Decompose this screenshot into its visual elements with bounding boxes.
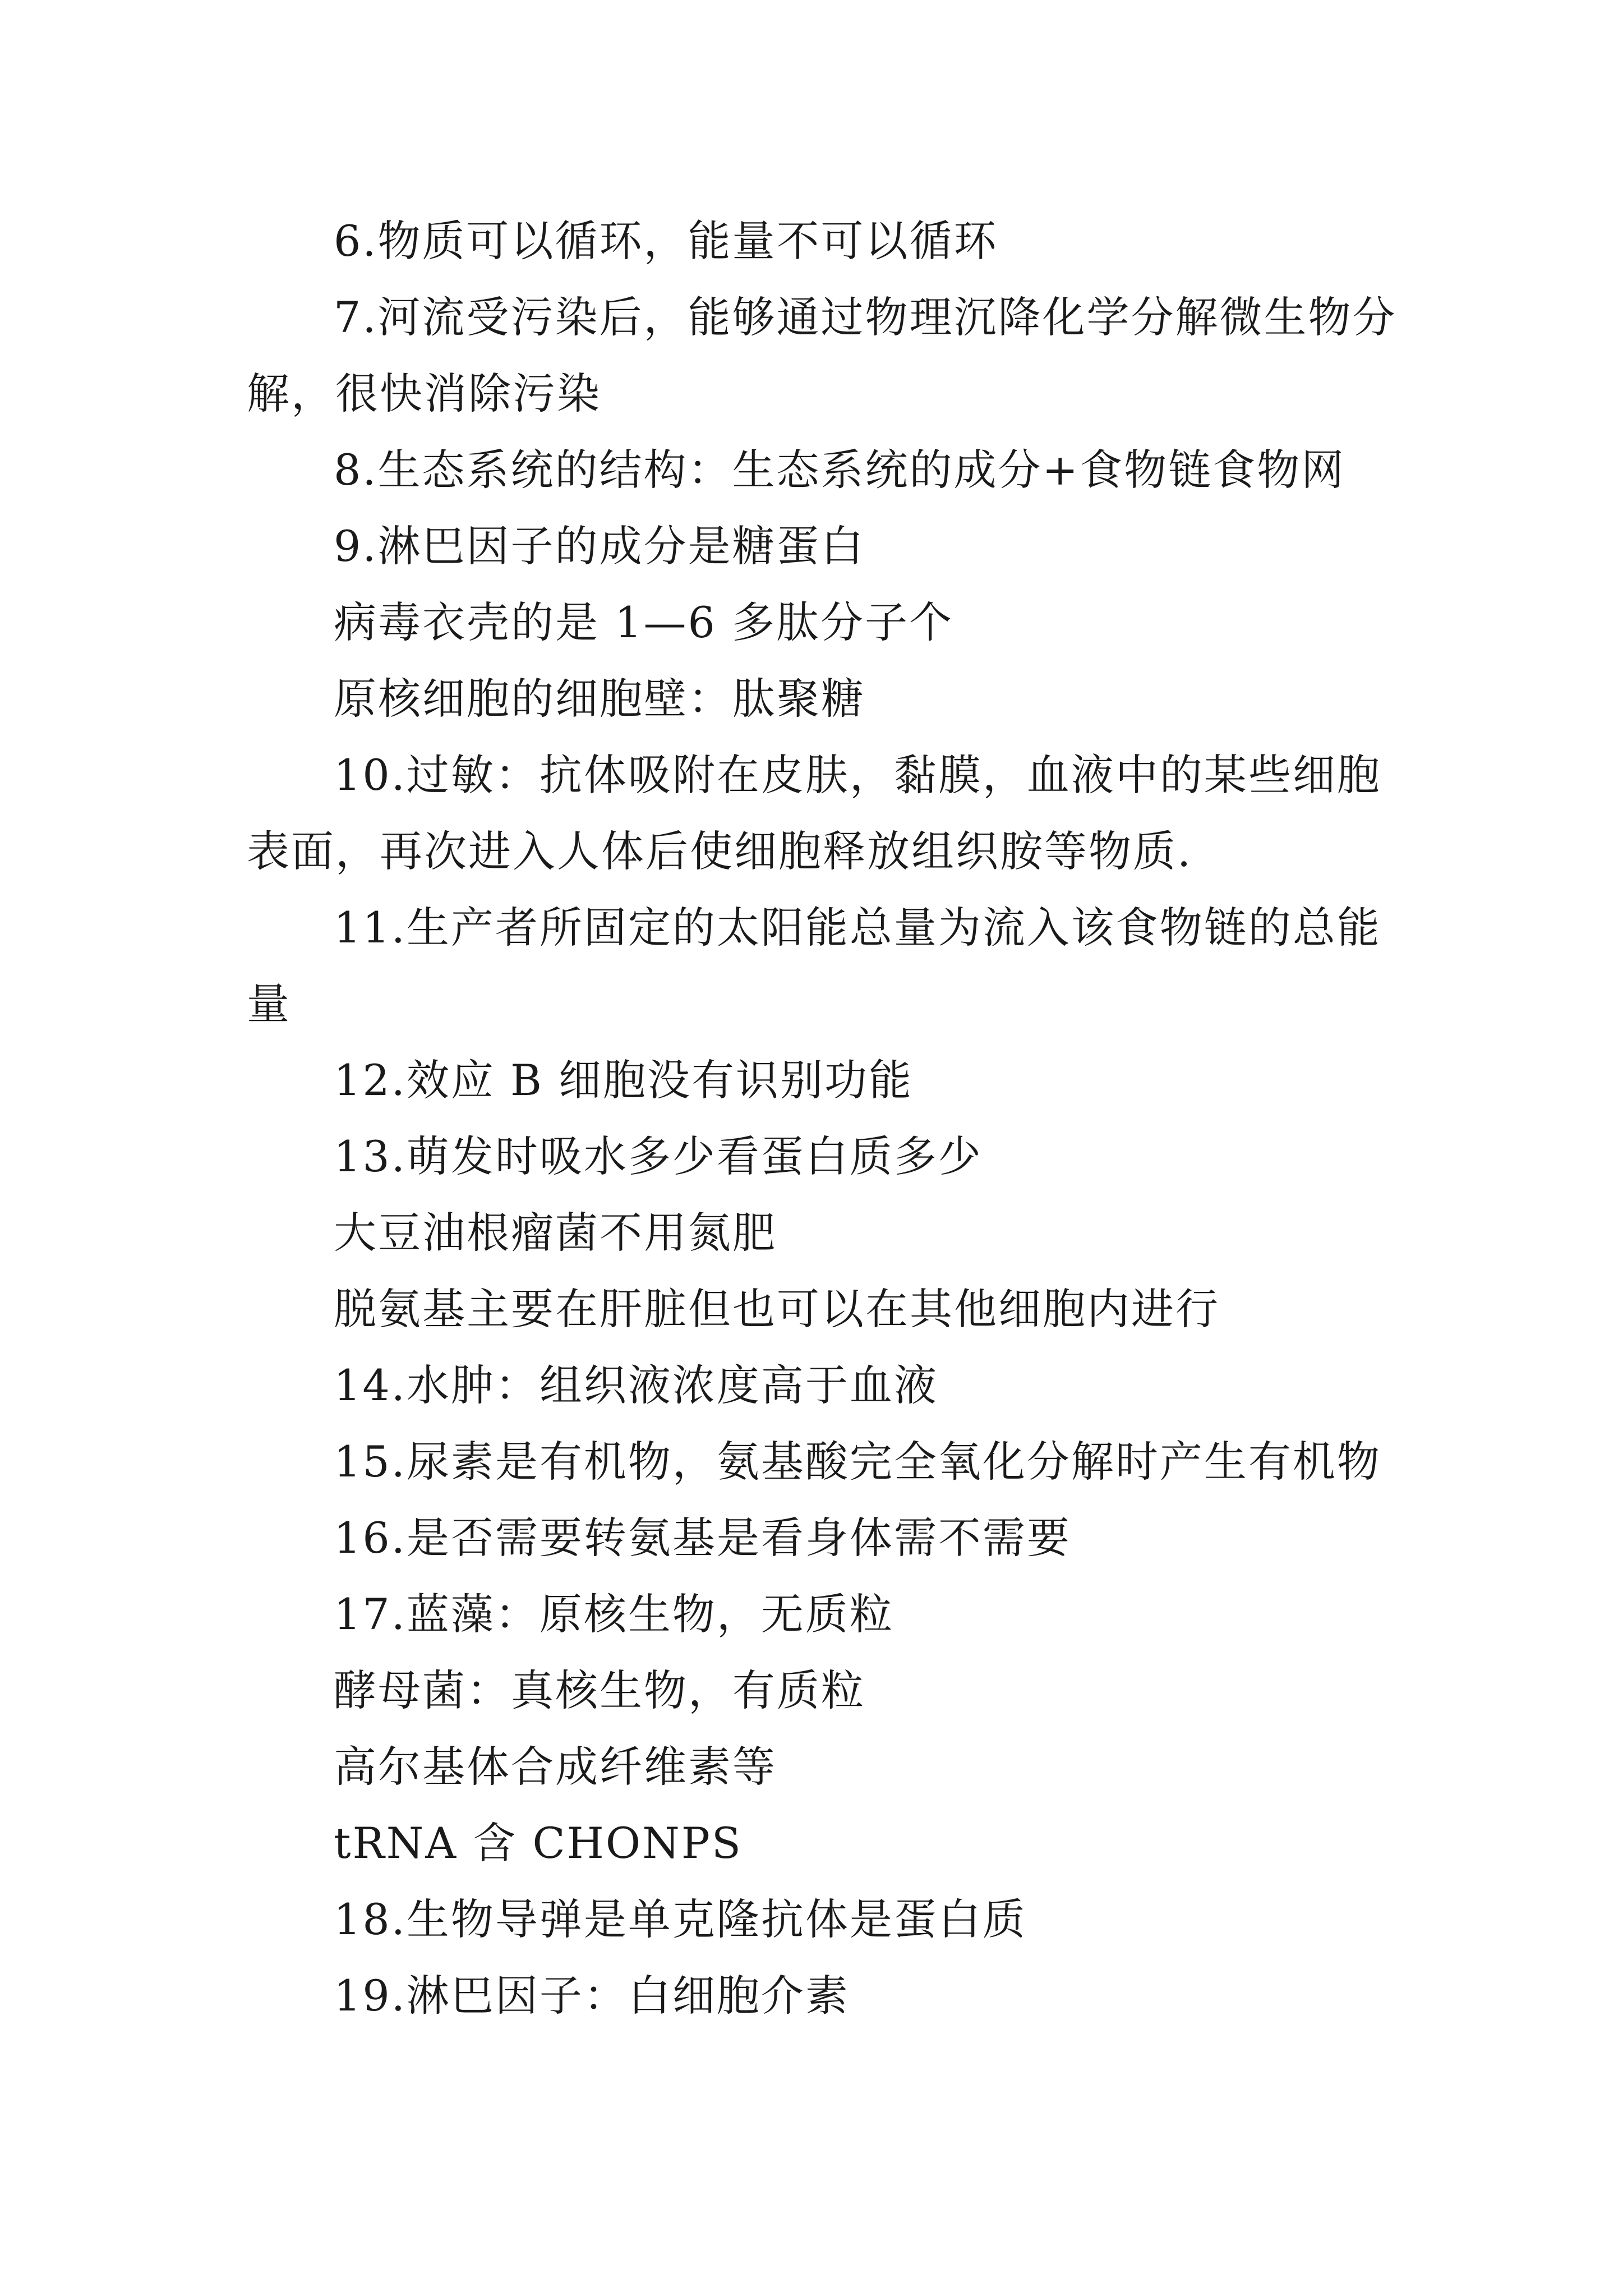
text-line: 7.河流受污染后，能够通过物理沉降化学分解微生物分 — [334, 292, 1397, 342]
text-line: 8.生态系统的结构：生态系统的成分+食物链食物网 — [334, 445, 1346, 495]
text-line: 14.水肿：组织液浓度高于血液 — [334, 1360, 938, 1410]
text-line: 酵母菌：真核生物，有质粒 — [334, 1665, 865, 1715]
text-line: 解，很快消除污染 — [247, 369, 601, 418]
text-line: 病毒衣壳的是 1—6 多肽分子个 — [334, 597, 954, 647]
text-line: 18.生物导弹是单克隆抗体是蛋白质 — [334, 1894, 1027, 1944]
text-line: 19.淋巴因子：白细胞介素 — [334, 1971, 850, 2021]
text-line: tRNA 含 CHONPS — [334, 1818, 743, 1868]
text-line: 大豆油根瘤菌不用氮肥 — [334, 1208, 777, 1258]
text-line: 量 — [247, 979, 291, 1029]
text-line: 高尔基体合成纤维素等 — [334, 1742, 777, 1792]
text-line: 16.是否需要转氨基是看身体需不需要 — [334, 1513, 1071, 1563]
text-line: 13.萌发时吸水多少看蛋白质多少 — [334, 1131, 983, 1181]
text-line: 脱氨基主要在肝脏但也可以在其他细胞内进行 — [334, 1284, 1220, 1334]
text-line: 9.淋巴因子的成分是糖蛋白 — [334, 521, 865, 571]
text-line: 12.效应 B 细胞没有识别功能 — [334, 1055, 914, 1105]
text-line: 11.生产者所固定的太阳能总量为流入该食物链的总能 — [334, 903, 1381, 953]
text-line: 10.过敏：抗体吸附在皮肤，黏膜，血液中的某些细胞 — [334, 750, 1381, 800]
text-line: 6.物质可以循环，能量不可以循环 — [334, 216, 998, 266]
text-line: 15.尿素是有机物，氨基酸完全氧化分解时产生有机物 — [334, 1437, 1381, 1487]
text-line: 17.蓝藻：原核生物，无质粒 — [334, 1589, 894, 1639]
text-line: 表面，再次进入人体后使细胞释放组织胺等物质. — [247, 826, 1193, 876]
text-line: 原核细胞的细胞壁：肽聚糖 — [334, 674, 865, 724]
